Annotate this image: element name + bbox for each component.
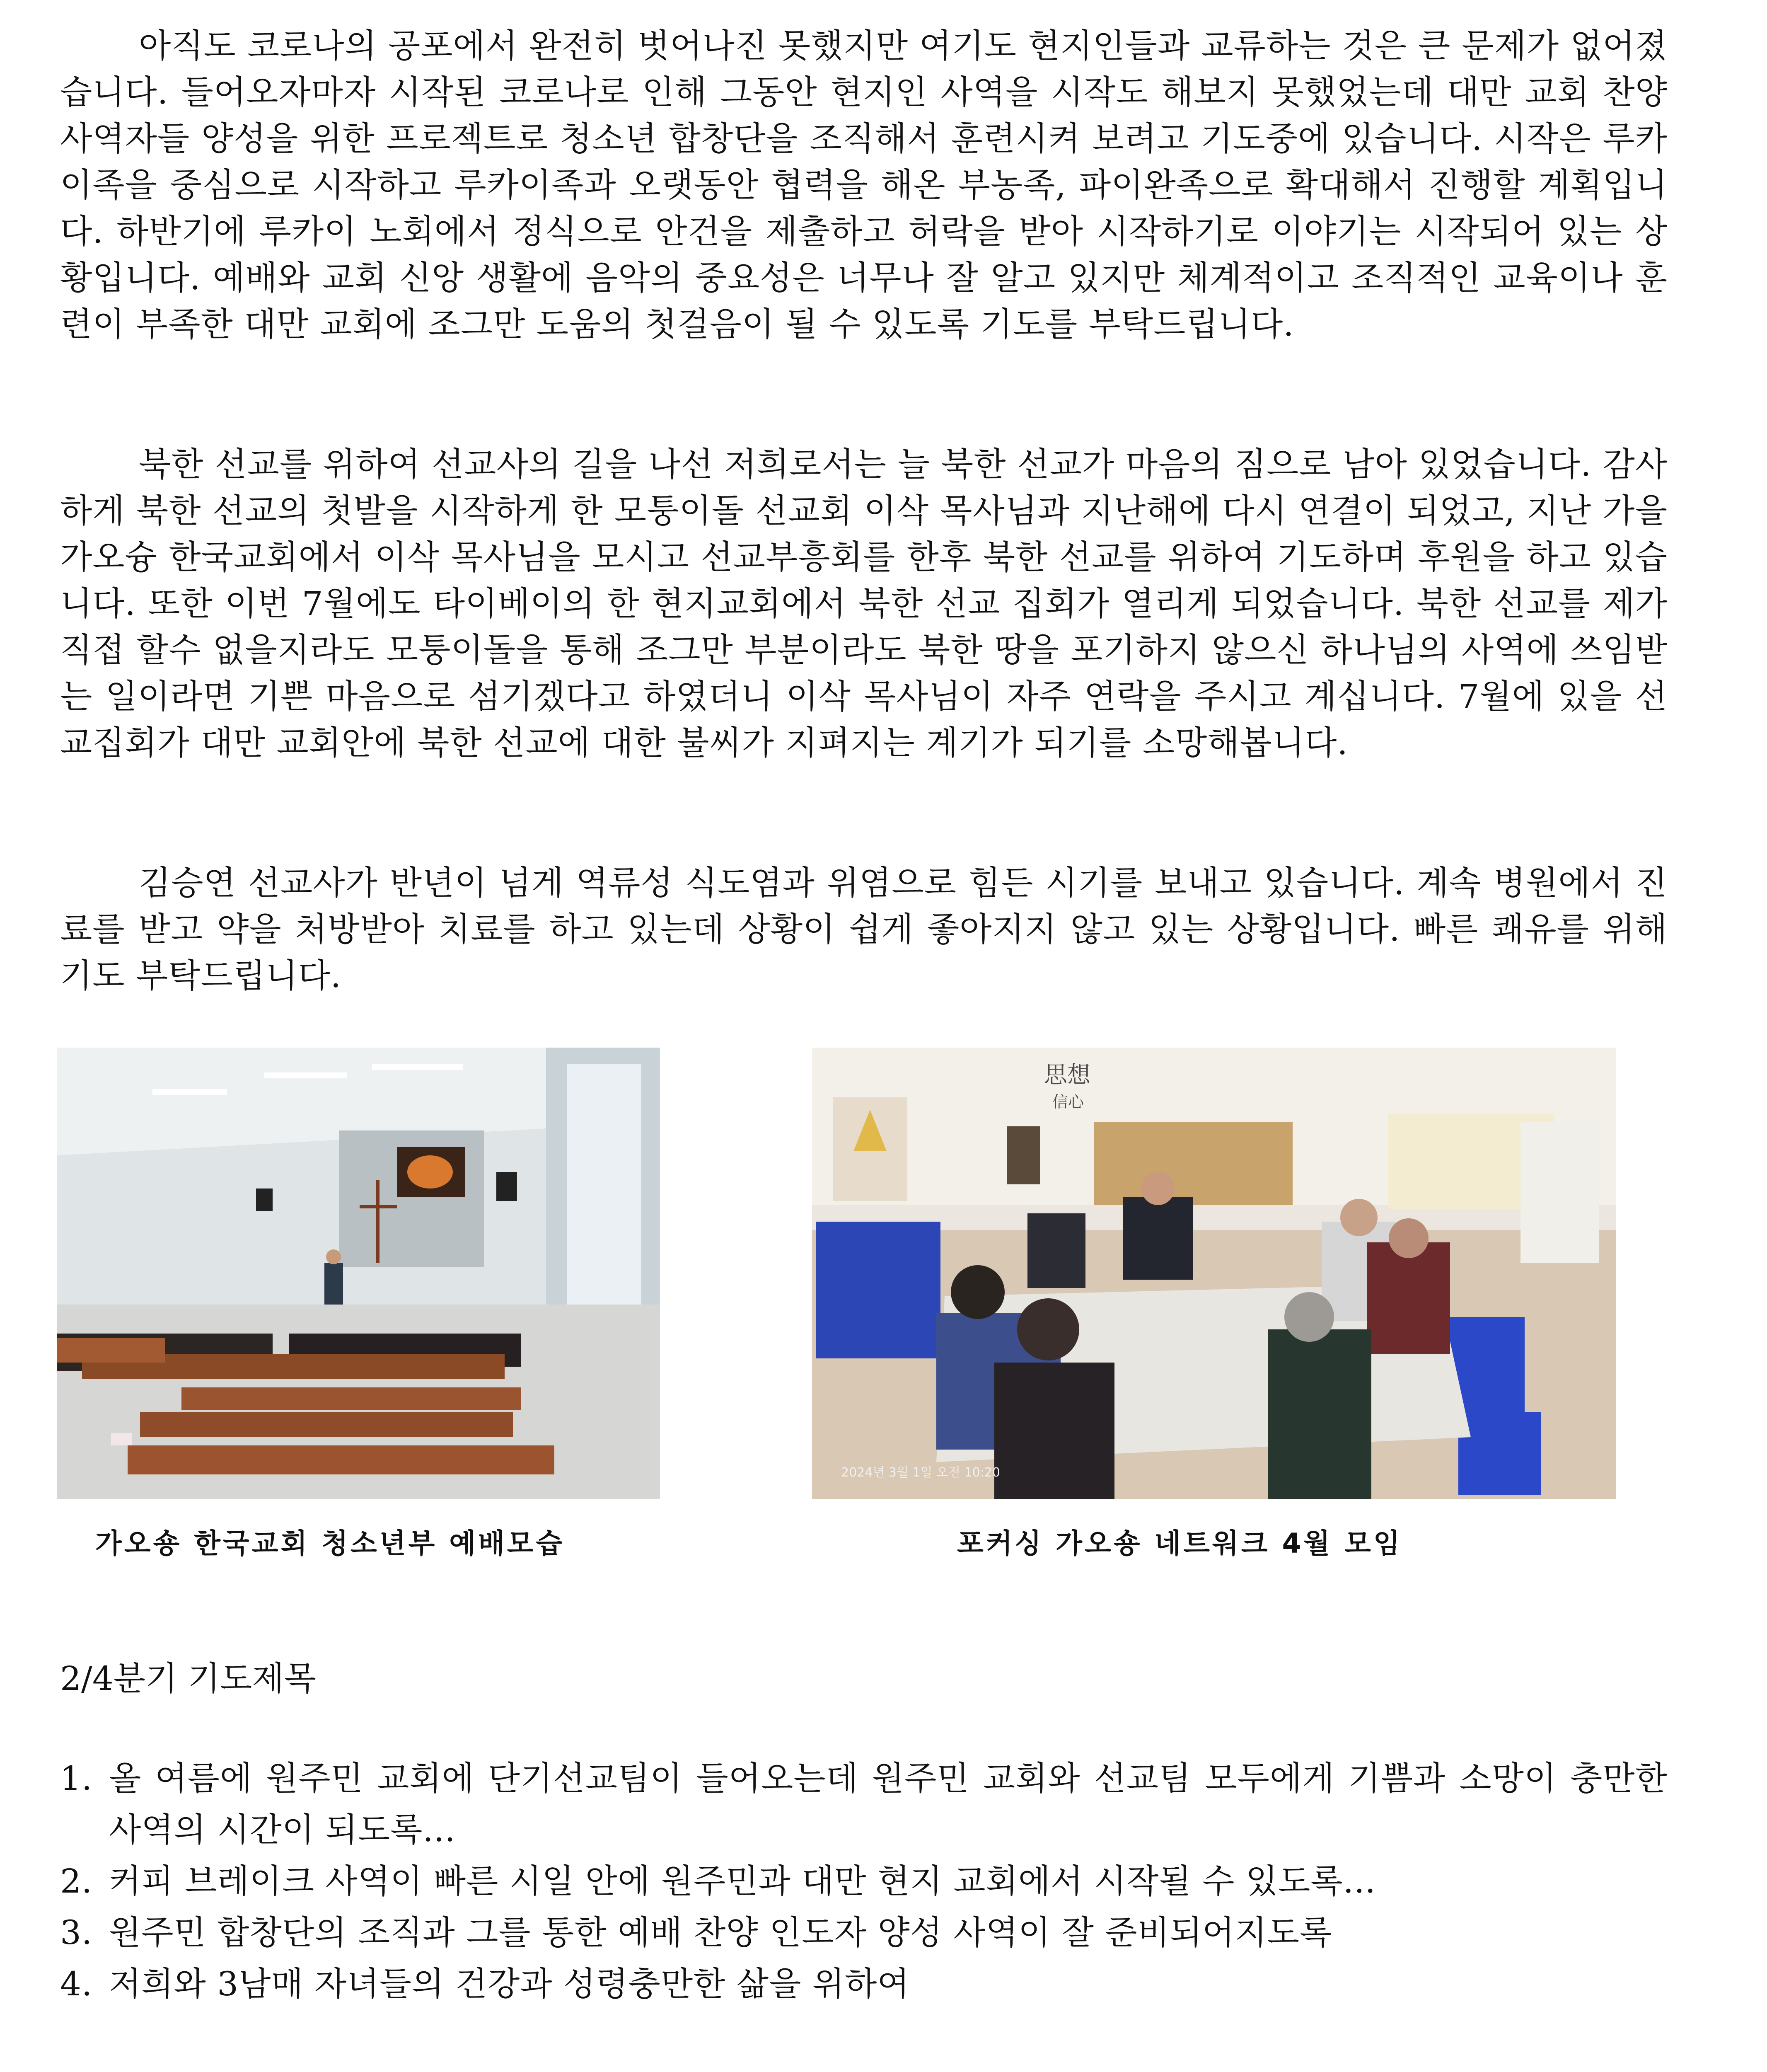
prayer-item-text: 커피 브레이크 사역이 빠른 시일 안에 원주민과 대만 현지 교회에서 시작될 수 있도록... [109,1862,1376,1900]
prayer-item [60,1958,1668,2010]
network-meeting-illustration [812,1048,1616,1499]
paragraph-text: 아직도 코로나의 공포에서 완전히 벗어나진 못했지만 여기도 현지인들과 교류하는 것은 큰 문제가 없어졌습니다. 들어오자마자 시작된 코로나로 인해 그동안 현지인 사역을 시작도 해보지 못했었는데 대만 교회 찬양 사역자들 양성을 위한 프로젝트로 청소년 합창단을 조직해서 훈련시켜 보려고 기도중에 있습니다. 시작은 루카이족을 중심으로 시작하고 루카이족과 오랫동안 협력을 해온 부농족, 파이완족으로 확대해서 진행할 계획입니다. 하반기에 루카이 노회에서 정식으로 안건을 제출하고 허락을 받아 시작하기로 이야기는 시작되어 있는 상황입니다. 예배와 교회 신앙 생활에 음악의 중요성은 너무나 잘 알고 있지만 체계적이고 조직적인 교육이나 훈련이 부족한 대만 교회에 조그만 도움의 첫걸음이 될 수 있도록 기도를 부탁드립니다. [60,27,1668,344]
network-meeting-photo [812,1048,1616,1499]
prayer-item-number: 1. [60,1759,93,1798]
right-photo-caption: 포커싱 가오숑 네트워크 4월 모임 [957,1527,1402,1559]
prayer-item-text: 원주민 합창단의 조직과 그를 통한 예배 찬양 인도자 양성 사역이 잘 준비되어지도록 [109,1913,1332,1952]
photo-timestamp: 2024년 3월 1일 오전 10:20 [841,1465,1001,1480]
paragraph-text: 북한 선교를 위하여 선교사의 길을 나선 저희로서는 늘 북한 선교가 마음의 짐으로 남아 있었습니다. 감사하게 북한 선교의 첫발을 시작하게 한 모퉁이돌 선교회 이삭 목사님과 지난해에 다시 연결이 되었고, 지난 가을 가오슝 한국교회에서 이삭 목사님을 모시고 선교부흥회를 한후 북한 선교를 위하여 기도하며 후원을 하고 있습니다. 또한 이번 7월에도 타이베이의 한 현지교회에서 북한 선교 집회가 열리게 되었습니다. 북한 선교를 제가 직접 할수 없을지라도 모퉁이돌을 통해 조그만 부분이라도 북한 땅을 포기하지 않으신 하나님의 사역에 쓰임받는 일이라면 기쁜 마음으로 섬기겠다고 하였더니 이삭 목사님이 자주 연락을 주시고 계십니다. 7월에 있을 선교집회가 대만 교회안에 북한 선교에 대한 불씨가 지펴지는 계기가 되기를 소망해봅니다. [60,445,1668,762]
youth-worship-photo [57,1048,660,1499]
prayer-item-number: 3. [60,1913,93,1952]
letter-paragraph-3 [60,860,1668,999]
prayer-item [60,1907,1668,1958]
prayer-item-number: 4. [60,1965,93,2003]
letter-paragraph-1 [60,23,1668,348]
youth-worship-illustration [57,1048,660,1499]
prayer-item-text: 저희와 3남매 자녀들의 건강과 성령충만한 삶을 위하여 [109,1965,910,2003]
prayer-item [60,1856,1668,1907]
wall-calligraphy: 思想 [1044,1062,1090,1089]
left-photo-caption: 가오숑 한국교회 청소년부 예배모습 [95,1527,565,1559]
prayer-list [60,1753,1668,2010]
prayer-heading: 2/4분기 기도제목 [60,1659,316,1698]
letter-paragraph-2 [60,441,1668,766]
prayer-item [60,1753,1668,1856]
paragraph-text: 김승연 선교사가 반년이 넘게 역류성 식도염과 위염으로 힘든 시기를 보내고 있습니다. 계속 병원에서 진료를 받고 약을 처방받아 치료를 하고 있는데 상황이 쉽게 좋아지지 않고 있는 상황입니다. 빠른 쾌유를 위해 기도 부탁드립니다. [60,864,1668,995]
wall-calligraphy-small: 信心 [1052,1093,1084,1111]
prayer-item-number: 2. [60,1862,93,1900]
prayer-item-text: 올 여름에 원주민 교회에 단기선교팀이 들어오는데 원주민 교회와 선교팀 모두에게 기쁨과 소망이 충만한 사역의 시간이 되도록... [109,1759,1668,1849]
